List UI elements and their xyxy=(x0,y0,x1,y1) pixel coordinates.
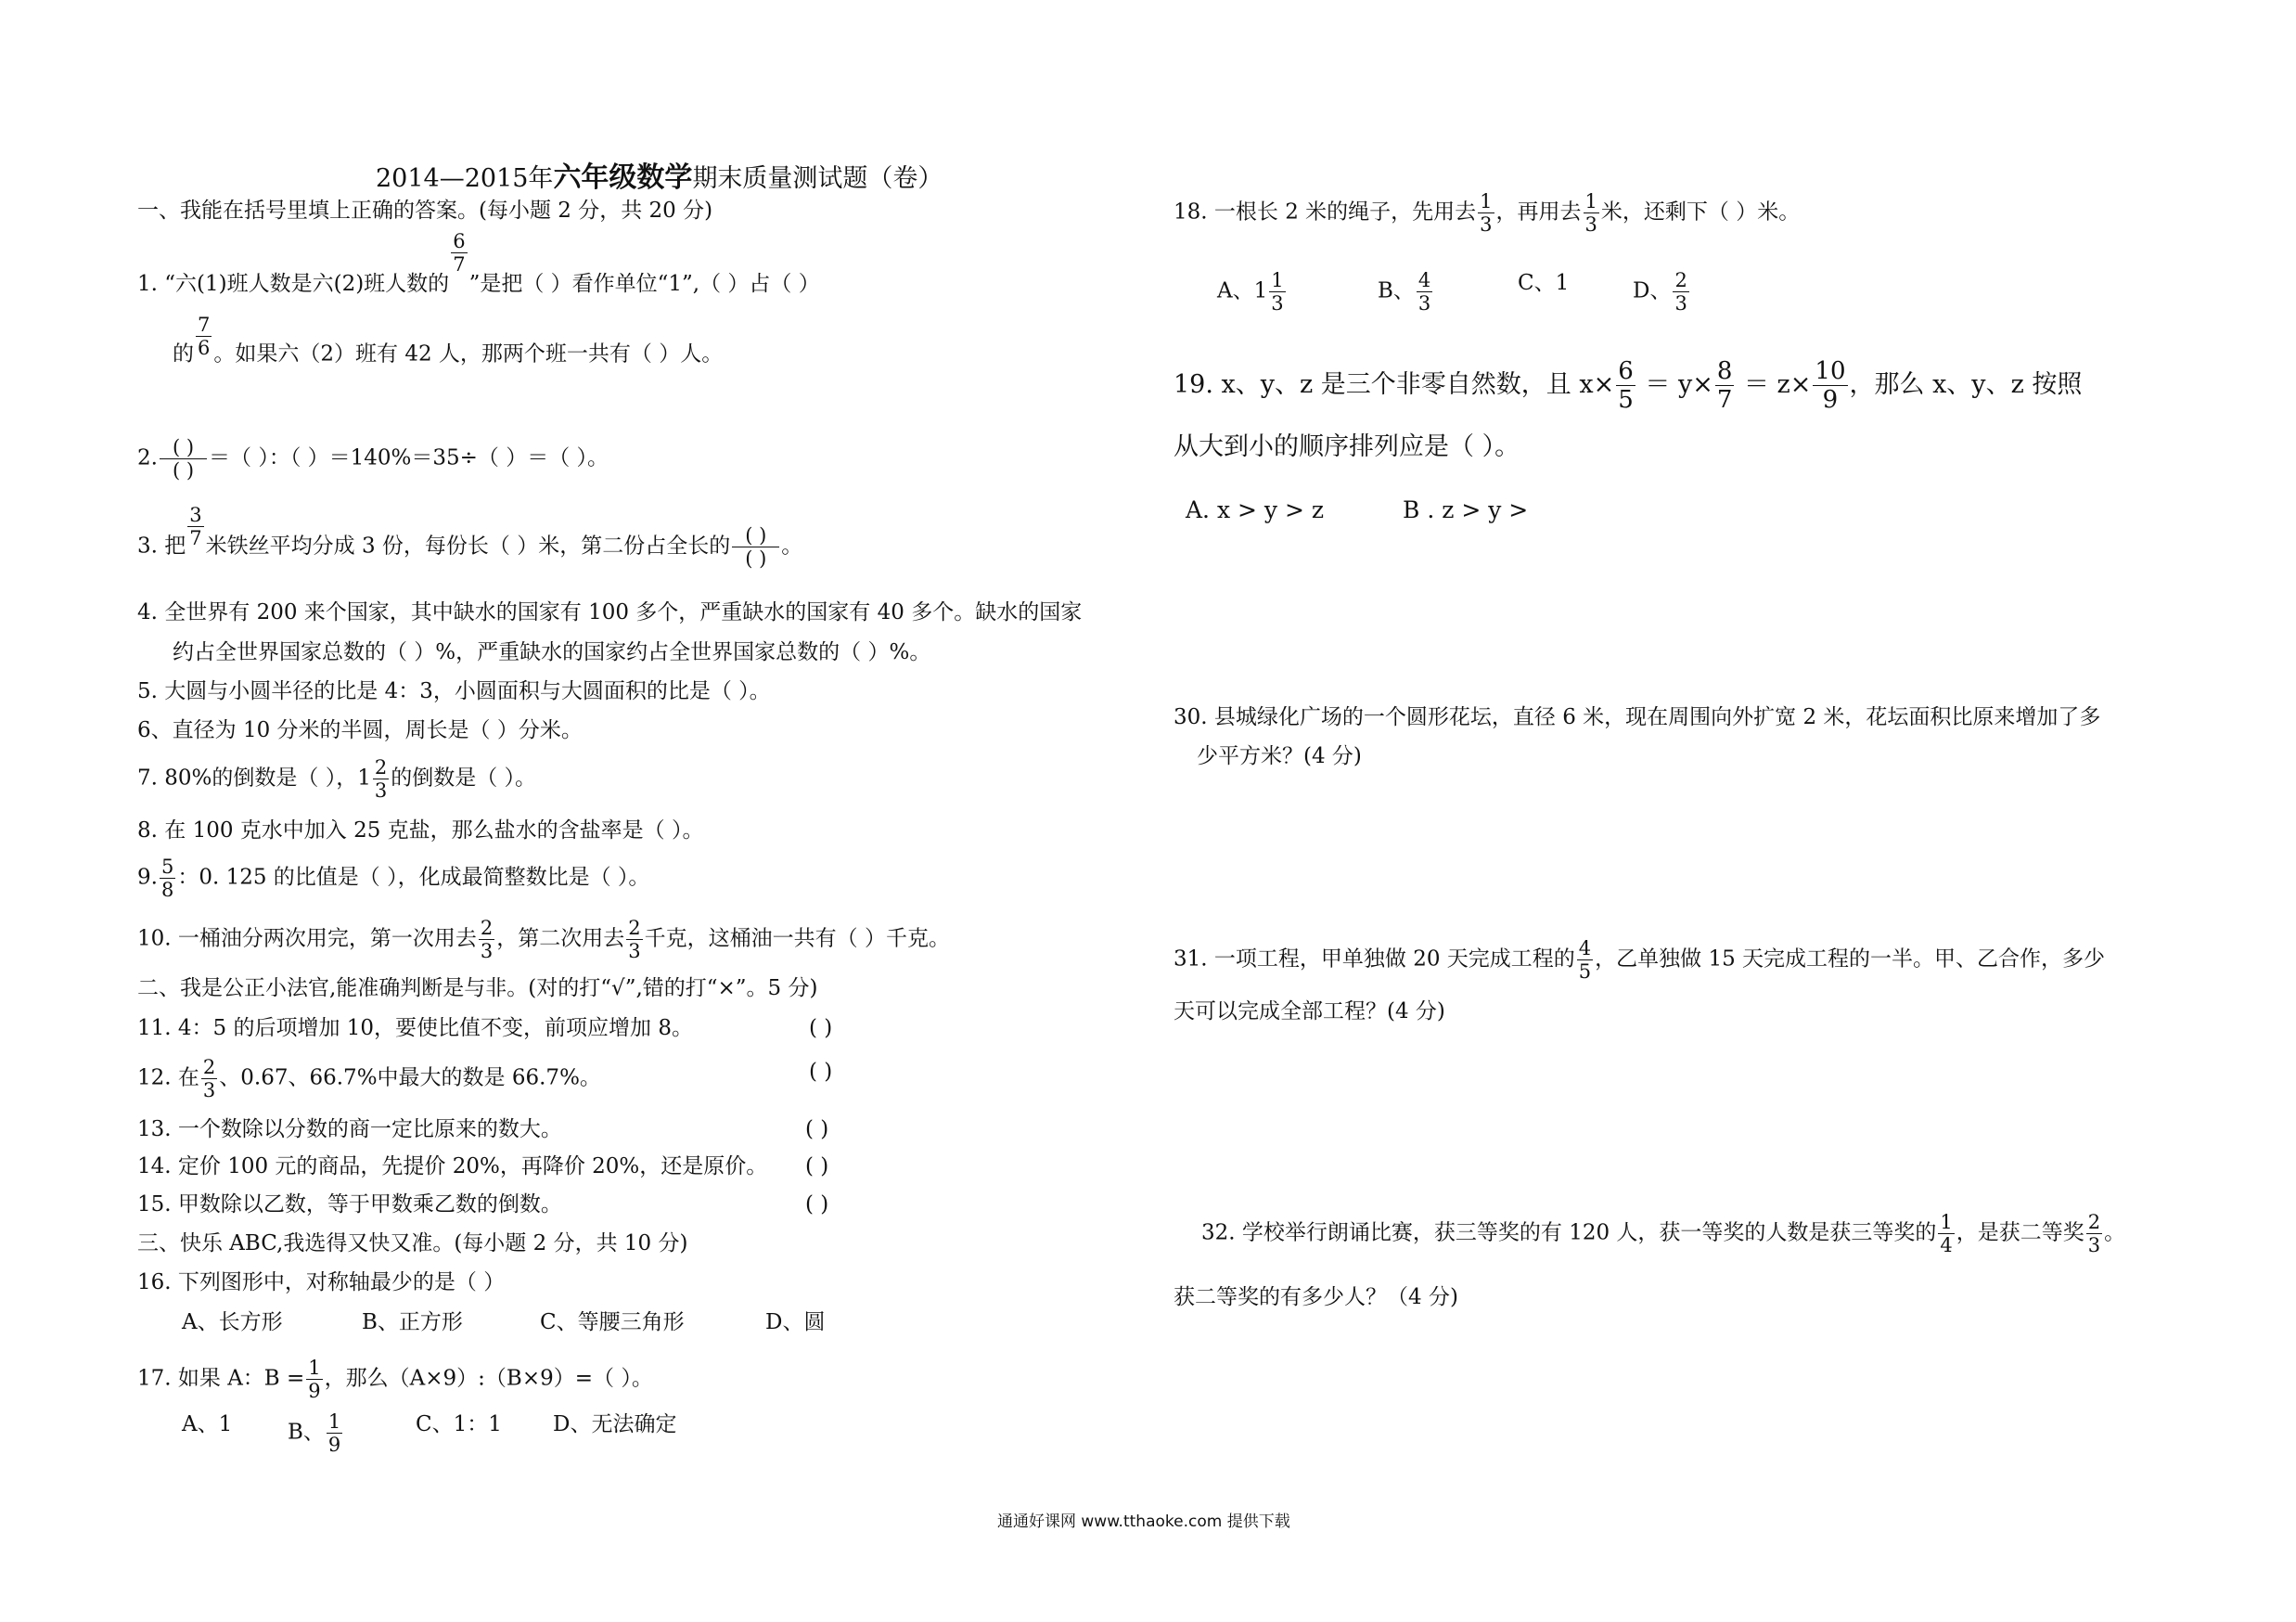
question-16: 16. 下列图形中，对称轴最少的是（ ） xyxy=(137,1270,506,1294)
fraction: $\frac{1}{3}$ xyxy=(1480,190,1493,236)
question-15: 15. 甲数除以乙数，等于甲数乘乙数的倒数。 xyxy=(137,1192,562,1216)
footer-source: 通通好课网 www.tthaoke.com 提供下载 xyxy=(997,1513,1290,1531)
fraction: $\frac{4}{3}$ xyxy=(1417,269,1431,315)
question-7: 7. 80%的倒数是（ ），1 $\frac{2}{3}$ 的倒数是（ ）。 xyxy=(137,756,537,802)
question-31-line1: 31. 一项工程，甲单独做 20 天完成工程的 $\frac{4}{5}$ ，乙单独做 15 天完成工程的一半。甲、乙合作，多少 xyxy=(1174,937,2106,983)
question-9: 9. $\frac{5}{8}$ ：0. 125 的比值是（ ），化成最简整数比是（ ）。 xyxy=(137,856,650,901)
question-17-option-a[interactable]: A、1 xyxy=(182,1412,233,1436)
question-12-answer-blank[interactable]: ( ) xyxy=(809,1060,833,1084)
question-11: 11. 4：5 的后项增加 10，要使比值不变，前项应增加 8。 xyxy=(137,1016,693,1040)
question-18-option-b[interactable]: B、 $\frac{4}{3}$ xyxy=(1378,269,1431,315)
question-12: 12. 在 $\frac{2}{3}$ 、0.67、66.7%中最大的数是 66.7%。 xyxy=(137,1056,601,1101)
fraction: $\frac{10}{9}$ xyxy=(1815,357,1846,414)
question-4-line1: 4. 全世界有 200 来个国家，其中缺水的国家有 100 多个，严重缺水的国家有 40 多个。缺水的国家 xyxy=(137,600,1083,624)
question-17-option-b[interactable]: B、 $\frac{1}{9}$ xyxy=(288,1410,341,1456)
fraction: $\frac{2}{3}$ xyxy=(480,917,494,962)
fraction: $\frac{5}{8}$ xyxy=(160,856,174,901)
fraction: $\frac{6}{5}$ xyxy=(1618,357,1634,414)
fraction: $\frac{7}{6}$ xyxy=(198,314,211,359)
question-19-option-b[interactable]: B . z > y > xyxy=(1403,496,1529,523)
fraction: $\frac{1}{3}$ xyxy=(1584,190,1597,236)
question-1-line2: 的 $\frac{7}{6}$ 。如果六（2）班有 42 人，那两个班一共有（ ）人。 xyxy=(173,314,724,367)
section-3-header: 三、快乐 ABC,我选得又快又准。(每小题 2 分，共 10 分) xyxy=(137,1231,688,1255)
question-15-answer-blank[interactable]: ( ) xyxy=(805,1192,829,1216)
question-4-line2: 约占全世界国家总数的（ ）%，严重缺水的国家约占全世界国家总数的（ ）%。 xyxy=(173,640,931,664)
question-13: 13. 一个数除以分数的商一定比原来的数大。 xyxy=(137,1117,562,1141)
page-title xyxy=(376,154,943,195)
fraction: $\frac{3}{7}$ xyxy=(189,504,202,549)
question-19-line2: 从大到小的顺序排列应是（ ）。 xyxy=(1174,432,1520,461)
question-3: 3. 把 $\frac{3}{7}$ 米铁丝平均分成 3 份，每份长（ ）米，第二份占全长的 ( ) ( ) 。 xyxy=(137,504,803,570)
question-30-line2: 少平方米？(4 分) xyxy=(1197,744,1362,768)
question-32-line2: 获二等奖的有多少人？（4 分) xyxy=(1174,1285,1458,1309)
fraction: $\frac{2}{3}$ xyxy=(1674,269,1687,315)
question-16-option-b[interactable]: B、正方形 xyxy=(362,1310,463,1334)
question-13-answer-blank[interactable]: ( ) xyxy=(805,1117,829,1141)
fraction: $\frac{1}{9}$ xyxy=(308,1357,321,1402)
question-6: 6、直径为 10 分米的半圆，周长是（ ）分米。 xyxy=(137,718,583,742)
question-14-answer-blank[interactable]: ( ) xyxy=(805,1154,829,1178)
question-1-line1: 1. “六(1)班人数是六(2)班人数的 $\frac{6}{7}$ ”是把（ ）看作单位“1”,（ ）占（ ） xyxy=(137,230,820,296)
question-17-option-c[interactable]: C、1：1 xyxy=(416,1412,502,1436)
question-19-option-a[interactable]: A. x > y > z xyxy=(1186,496,1325,523)
title-suffix: 期末质量测试题（卷） xyxy=(692,164,943,193)
question-16-option-c[interactable]: C、等腰三角形 xyxy=(540,1310,685,1334)
question-8: 8. 在 100 克水中加入 25 克盐，那么盐水的含盐率是（ ）。 xyxy=(137,818,704,843)
question-31-line2: 天可以完成全部工程？(4 分) xyxy=(1174,999,1445,1023)
section-2-header: 二、我是公正小法官,能准确判断是与非。(对的打“√”,错的打“×”。5 分) xyxy=(137,976,818,1000)
fraction: $\frac{2}{3}$ xyxy=(202,1056,216,1101)
title-bold: 六年级数学 xyxy=(553,161,693,194)
question-18: 18. 一根长 2 米的绳子，先用去 $\frac{1}{3}$ ，再用去 $\frac{1}{3}$ 米，还剩下（ ）米。 xyxy=(1174,190,1801,236)
question-17: 17. 如果 A：B = $\frac{1}{9}$ ，那么（A×9）:（B×9）=（ ）。 xyxy=(137,1357,653,1402)
fraction: $\frac{8}{7}$ xyxy=(1716,357,1733,414)
fraction: $\frac{6}{7}$ xyxy=(453,230,466,276)
fraction: $\frac{2}{3}$ xyxy=(628,917,641,962)
fraction: $\frac{1}{4}$ xyxy=(1940,1211,1953,1256)
question-19-line1: 19. x、y、z 是三个非零自然数，且 x× $\frac{6}{5}$ ＝ y× $\frac{8}{7}$ ＝ z× $\frac{10}{9}$ ，那么 x、y、z 按照 xyxy=(1174,357,2083,414)
fraction: $\frac{2}{3}$ xyxy=(2087,1211,2101,1256)
question-30-line1: 30. 县城绿化广场的一个圆形花坛，直径 6 米，现在周围向外扩宽 2 米，花坛面积比原来增加了多 xyxy=(1174,705,2101,729)
question-18-option-a[interactable]: A、1 $\frac{1}{3}$ xyxy=(1217,269,1284,315)
question-16-option-d[interactable]: D、圆 xyxy=(765,1310,826,1334)
section-1-header: 一、我能在括号里填上正确的答案。(每小题 2 分，共 20 分) xyxy=(137,199,713,223)
fraction-blank: ( ) ( ) xyxy=(160,436,207,482)
question-5: 5. 大圆与小圆半径的比是 4：3，小圆面积与大圆面积的比是（ ）。 xyxy=(137,679,771,703)
question-11-answer-blank[interactable]: ( ) xyxy=(809,1016,833,1040)
question-18-option-d[interactable]: D、 $\frac{2}{3}$ xyxy=(1633,269,1687,315)
question-18-option-c[interactable]: C、1 xyxy=(1518,271,1570,295)
fraction: $\frac{1}{9}$ xyxy=(327,1410,341,1456)
question-14: 14. 定价 100 元的商品，先提价 20%，再降价 20%，还是原价。 xyxy=(137,1154,768,1178)
fraction: $\frac{1}{3}$ xyxy=(1271,269,1284,315)
question-2: 2. ( ) ( ) ＝（ ）：（ ）＝140%＝35÷（ ）＝（ ）。 xyxy=(137,436,609,482)
fraction-blank: ( ) ( ) xyxy=(732,524,779,570)
question-16-option-a[interactable]: A、长方形 xyxy=(182,1310,283,1334)
title-prefix: 2014—2015年 xyxy=(376,164,554,193)
fraction: $\frac{2}{3}$ xyxy=(374,756,388,802)
question-10: 10. 一桶油分两次用完，第一次用去 $\frac{2}{3}$ ，第二次用去 $\frac{2}{3}$ 千克，这桶油一共有（ ）千克。 xyxy=(137,917,950,962)
fraction: $\frac{4}{5}$ xyxy=(1578,937,1592,983)
question-32-line1: 32. 学校举行朗诵比赛，获三等奖的有 120 人，获一等奖的人数是获三等奖的 $\frac{1}{4}$ ，是获二等奖 $\frac{2}{3}$ 。 xyxy=(1201,1211,2126,1256)
question-17-option-d[interactable]: D、无法确定 xyxy=(553,1412,677,1436)
